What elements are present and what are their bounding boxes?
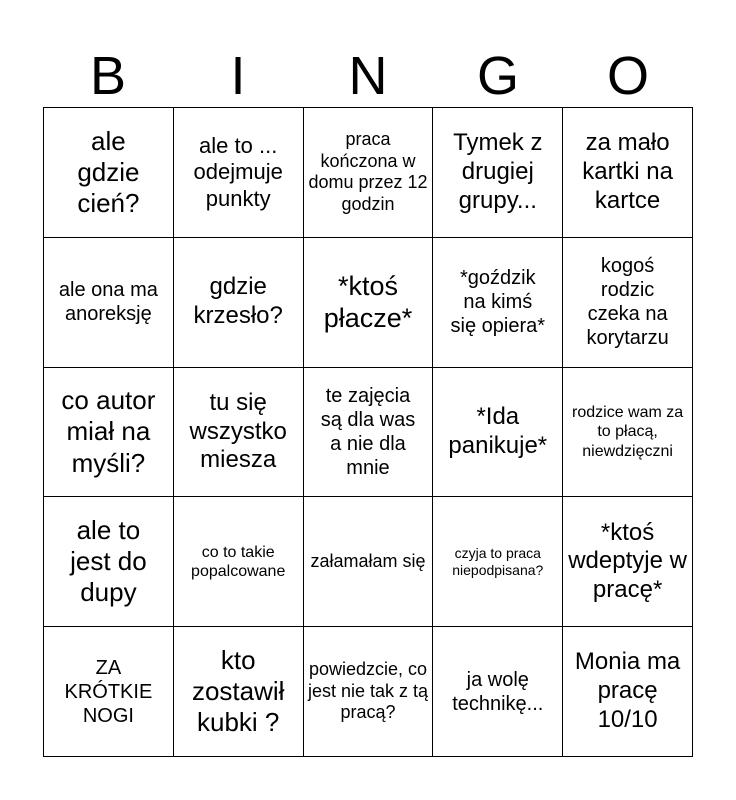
bingo-cell-text: te zajęcia są dla was a nie dla mnie bbox=[320, 384, 416, 479]
bingo-cell-text: ale ona ma anoreksję bbox=[58, 279, 158, 326]
bingo-cell-text: gdzie krzesło? bbox=[193, 273, 283, 330]
header-letter-n: N bbox=[348, 46, 388, 106]
bingo-cell-r1c3[interactable] bbox=[304, 108, 434, 238]
bingo-cell-text: praca kończona w domu przez 12 godzin bbox=[308, 129, 428, 214]
bingo-cell-text: czyja to praca niepodpisana? bbox=[452, 544, 544, 578]
bingo-cell-r5c1[interactable] bbox=[44, 627, 174, 757]
bingo-cell-text: ZA KRÓTKIE NOGI bbox=[64, 656, 153, 727]
bingo-cell-text: *ktoś płacze* bbox=[323, 270, 413, 334]
bingo-cell-r5c5[interactable] bbox=[563, 627, 693, 757]
bingo-cell-r5c4[interactable] bbox=[433, 627, 563, 757]
bingo-cell-r5c3[interactable] bbox=[304, 627, 434, 757]
bingo-cell-r2c5[interactable] bbox=[563, 238, 693, 368]
bingo-cell-text: Tymek z drugiej grupy... bbox=[453, 129, 543, 214]
bingo-cell-r5c2[interactable] bbox=[174, 627, 304, 757]
bingo-cell-r4c2[interactable] bbox=[174, 497, 304, 627]
bingo-cell-r4c5[interactable] bbox=[563, 497, 693, 627]
header-letter-g: G bbox=[476, 46, 519, 106]
bingo-cell-text: *ktoś wdeptyje w pracę* bbox=[568, 518, 687, 604]
bingo-cell-text: załamałam się bbox=[310, 550, 426, 571]
bingo-cell-r2c4[interactable] bbox=[433, 238, 563, 368]
bingo-header bbox=[43, 44, 693, 108]
bingo-cell-r1c5[interactable] bbox=[563, 108, 693, 238]
bingo-cell-text: co autor miał na myśli? bbox=[61, 385, 156, 478]
bingo-cell-r1c1[interactable] bbox=[44, 108, 174, 238]
bingo-cell-text: ale to ... odejmuje punkty bbox=[193, 132, 283, 211]
bingo-cell-r4c3[interactable] bbox=[304, 497, 434, 627]
bingo-cell-r2c3[interactable] bbox=[304, 238, 434, 368]
bingo-cell-r1c2[interactable] bbox=[174, 108, 304, 238]
bingo-cell-r1c4[interactable] bbox=[433, 108, 563, 238]
bingo-cell-text: rodzice wam za to płacą, niewdzięczni bbox=[572, 404, 684, 460]
bingo-cell-r4c4[interactable] bbox=[433, 497, 563, 627]
bingo-cell-text: kogoś rodzic czeka na korytarzu bbox=[586, 255, 669, 350]
bingo-cell-text: Monia ma pracę 10/10 bbox=[574, 648, 681, 733]
bingo-cell-r3c4[interactable] bbox=[433, 368, 563, 498]
bingo-cell-text: ja wolę technikę... bbox=[452, 668, 544, 715]
header-letter-b: B bbox=[89, 46, 127, 106]
bingo-board bbox=[43, 107, 693, 757]
bingo-cell-r4c1[interactable] bbox=[44, 497, 174, 627]
bingo-cell-text: za mało kartki na kartce bbox=[582, 129, 673, 214]
bingo-cell-r3c3[interactable] bbox=[304, 368, 434, 498]
header-letter-o: O bbox=[606, 46, 649, 106]
bingo-cell-text: powiedzcie, co jest nie tak z tą pracą? bbox=[307, 659, 429, 723]
bingo-cell-text: *goździk na kimś się opiera* bbox=[450, 267, 546, 338]
bingo-cell-text: kto zostawił kubki ? bbox=[191, 644, 285, 738]
bingo-cell-r2c2[interactable] bbox=[174, 238, 304, 368]
bingo-cell-r3c5[interactable] bbox=[563, 368, 693, 498]
bingo-cell-text: ale gdzie cień? bbox=[77, 125, 140, 218]
bingo-cell-r3c1[interactable] bbox=[44, 368, 174, 498]
bingo-cell-text: tu się wszystko miesza bbox=[189, 388, 287, 474]
bingo-cell-text: ale to jest do dupy bbox=[70, 515, 147, 608]
header-letter-i: I bbox=[230, 46, 246, 106]
bingo-cell-r3c2[interactable] bbox=[174, 368, 304, 498]
bingo-cell-r2c1[interactable] bbox=[44, 238, 174, 368]
bingo-cell-text: co to takie popalcowane bbox=[191, 543, 286, 580]
bingo-cell-text: *Ida panikuje* bbox=[448, 403, 548, 459]
